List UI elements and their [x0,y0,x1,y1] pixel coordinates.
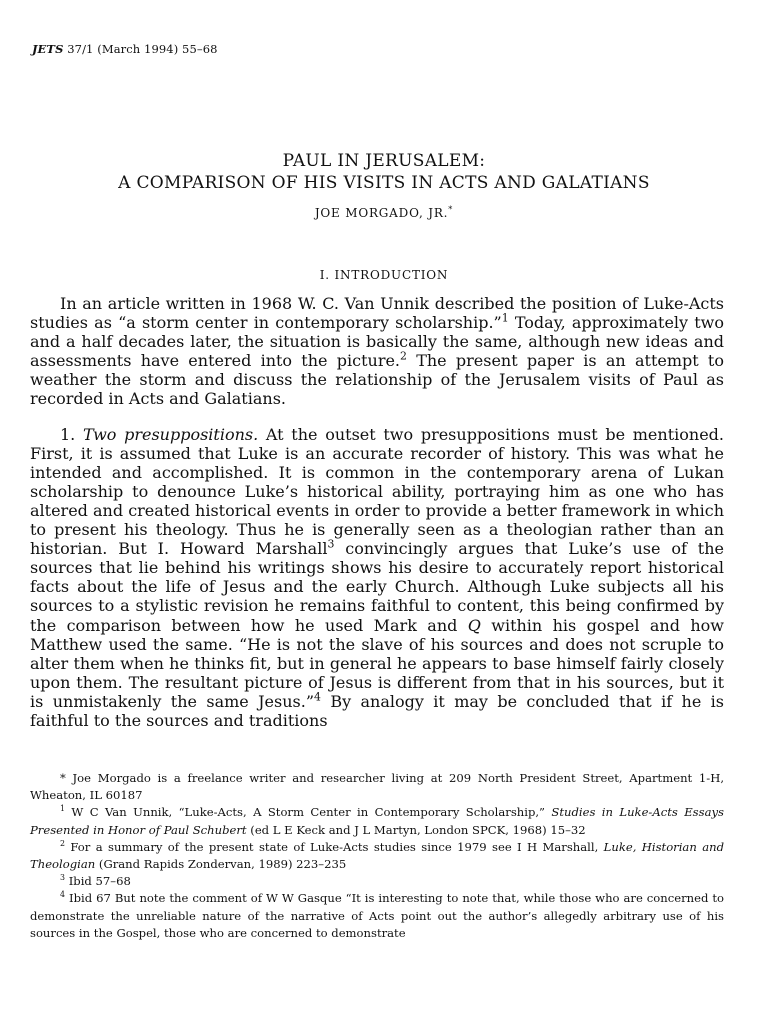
footnote-1-book-title: Studies in Luke-Acts Essays Presented in Honor of Paul Schubert [30,805,724,837]
footnote-1-mark: 1 [60,804,66,814]
p2-text-c: within his gospel and how Matthew used the same. “He is not the slave of his sources and does not scruple to alter them when he thinks fit, but in general he appears to base himself fairly closely upon them. The resultant picture of Jesus is different from that in his sources, but it is unmistakenly the same Jesus.” [30,615,724,711]
author-byline [0,206,768,220]
title-line-2: A COMPARISON OF HIS VISITS IN ACTS AND GALATIANS [118,173,650,193]
footnote-ref-4: 4 [314,690,321,704]
author-name: JOE MORGADO, JR. [314,206,449,220]
section-heading: I. INTRODUCTION [319,268,449,282]
p1-text-c: The present paper is an attempt to weather the storm and discuss the relationship of the Jerusalem visits of Paul as recorded in Acts and Galatians. [30,351,724,409]
body-text [30,294,724,730]
footnote-ref-3: 3 [327,537,335,551]
footnote-2-mark: 2 [60,838,66,848]
footnote-2 [30,839,724,873]
footnote-2-book-title: Luke, Historian and Theologian [30,839,724,872]
footnote-3-text: Ibid 57–68 [65,874,131,889]
p2-number: 1. [60,424,83,444]
footnote-1 [30,804,724,838]
footnote-1-text-b: (ed L E Keck and J L Martyn, London SPCK, 1968) 15–32 [246,822,586,837]
p1-text-a: In an article written in 1968 W. C. Van Unnik described the position of Luke-Acts studies as “a storm center in contemporary scholarship.” [30,294,724,333]
p1-text-b: Today, approximately two and a half decades later, the situation is basically the same, although new ideas and assessments have entered into the picture. [30,313,725,371]
title-line-1: PAUL IN JERUSALEM: [282,151,486,171]
footnote-2-text-a: For a summary of the present state of Luke-Acts studies since 1979 see I H Marshall, [65,839,604,854]
paragraph-2 [30,425,724,731]
footnote-author [30,770,724,804]
footnote-ref-1: 1 [501,311,509,325]
paragraph-1 [30,294,724,409]
p2-text-d: By analogy it may be concluded that if he is faithful to the sources and traditions [30,691,725,730]
footnote-1-text-a: W C Van Unnik, “Luke-Acts, A Storm Center in Contemporary Scholarship,” [65,805,552,820]
footnotes [30,770,724,942]
footnote-3-mark: 3 [60,873,66,883]
p2-q-symbol: Q [467,615,481,635]
footnote-ref-2: 2 [400,349,407,363]
footnote-4 [30,890,724,942]
article-title [0,150,768,194]
p2-subheading: Two presuppositions. [82,424,259,444]
journal-citation: 37/1 (March 1994) 55–68 [67,42,218,56]
footnote-2-text-b: (Grand Rapids Zondervan, 1989) 223–235 [95,857,347,872]
footnote-4-text: Ibid 67 But note the comment of W W Gasque “It is interesting to note that, while those who are concerned to demonstrate the unreliable nature of the narrative of Acts point out the author’s allegedly arbitrary use of his sources in the Gospel, those who are concerned to demonstrate [30,891,724,940]
journal-name: JETS [32,42,64,56]
p2-text-b: convincingly argues that Luke’s use of the sources that lie behind his writings shows his desire to accurately report historical facts about the life of Jesus and the early Church. Although Luke subjects all his sources to a stylistic revision he remains faithful to content, this being confirmed by the comparison between how he used Mark and [30,539,724,635]
p2-text-a: At the outset two presuppositions must be mentioned. First, it is assumed that Luke is an accurate recorder of history. This was what he intended and accomplished. It is common in the contemporary arena of Lukan scholarship to denounce Luke’s historical ability, portraying him as one who has altered and created historical events in order to provide a better framework in which to present his theology. Thus he is generally seen as a theologian rather than an historian. But I. Howard Marshall [30,424,724,559]
author-footnote-mark: * [448,204,454,214]
footnote-3 [30,873,724,890]
footnote-author-mark: * [60,771,73,785]
footnote-author-text: Joe Morgado is a freelance writer and researcher living at 209 North President Street, Apartment 1-H, Wheaton, IL 60187 [30,771,725,803]
running-header [32,42,218,56]
footnote-4-mark: 4 [60,890,66,900]
